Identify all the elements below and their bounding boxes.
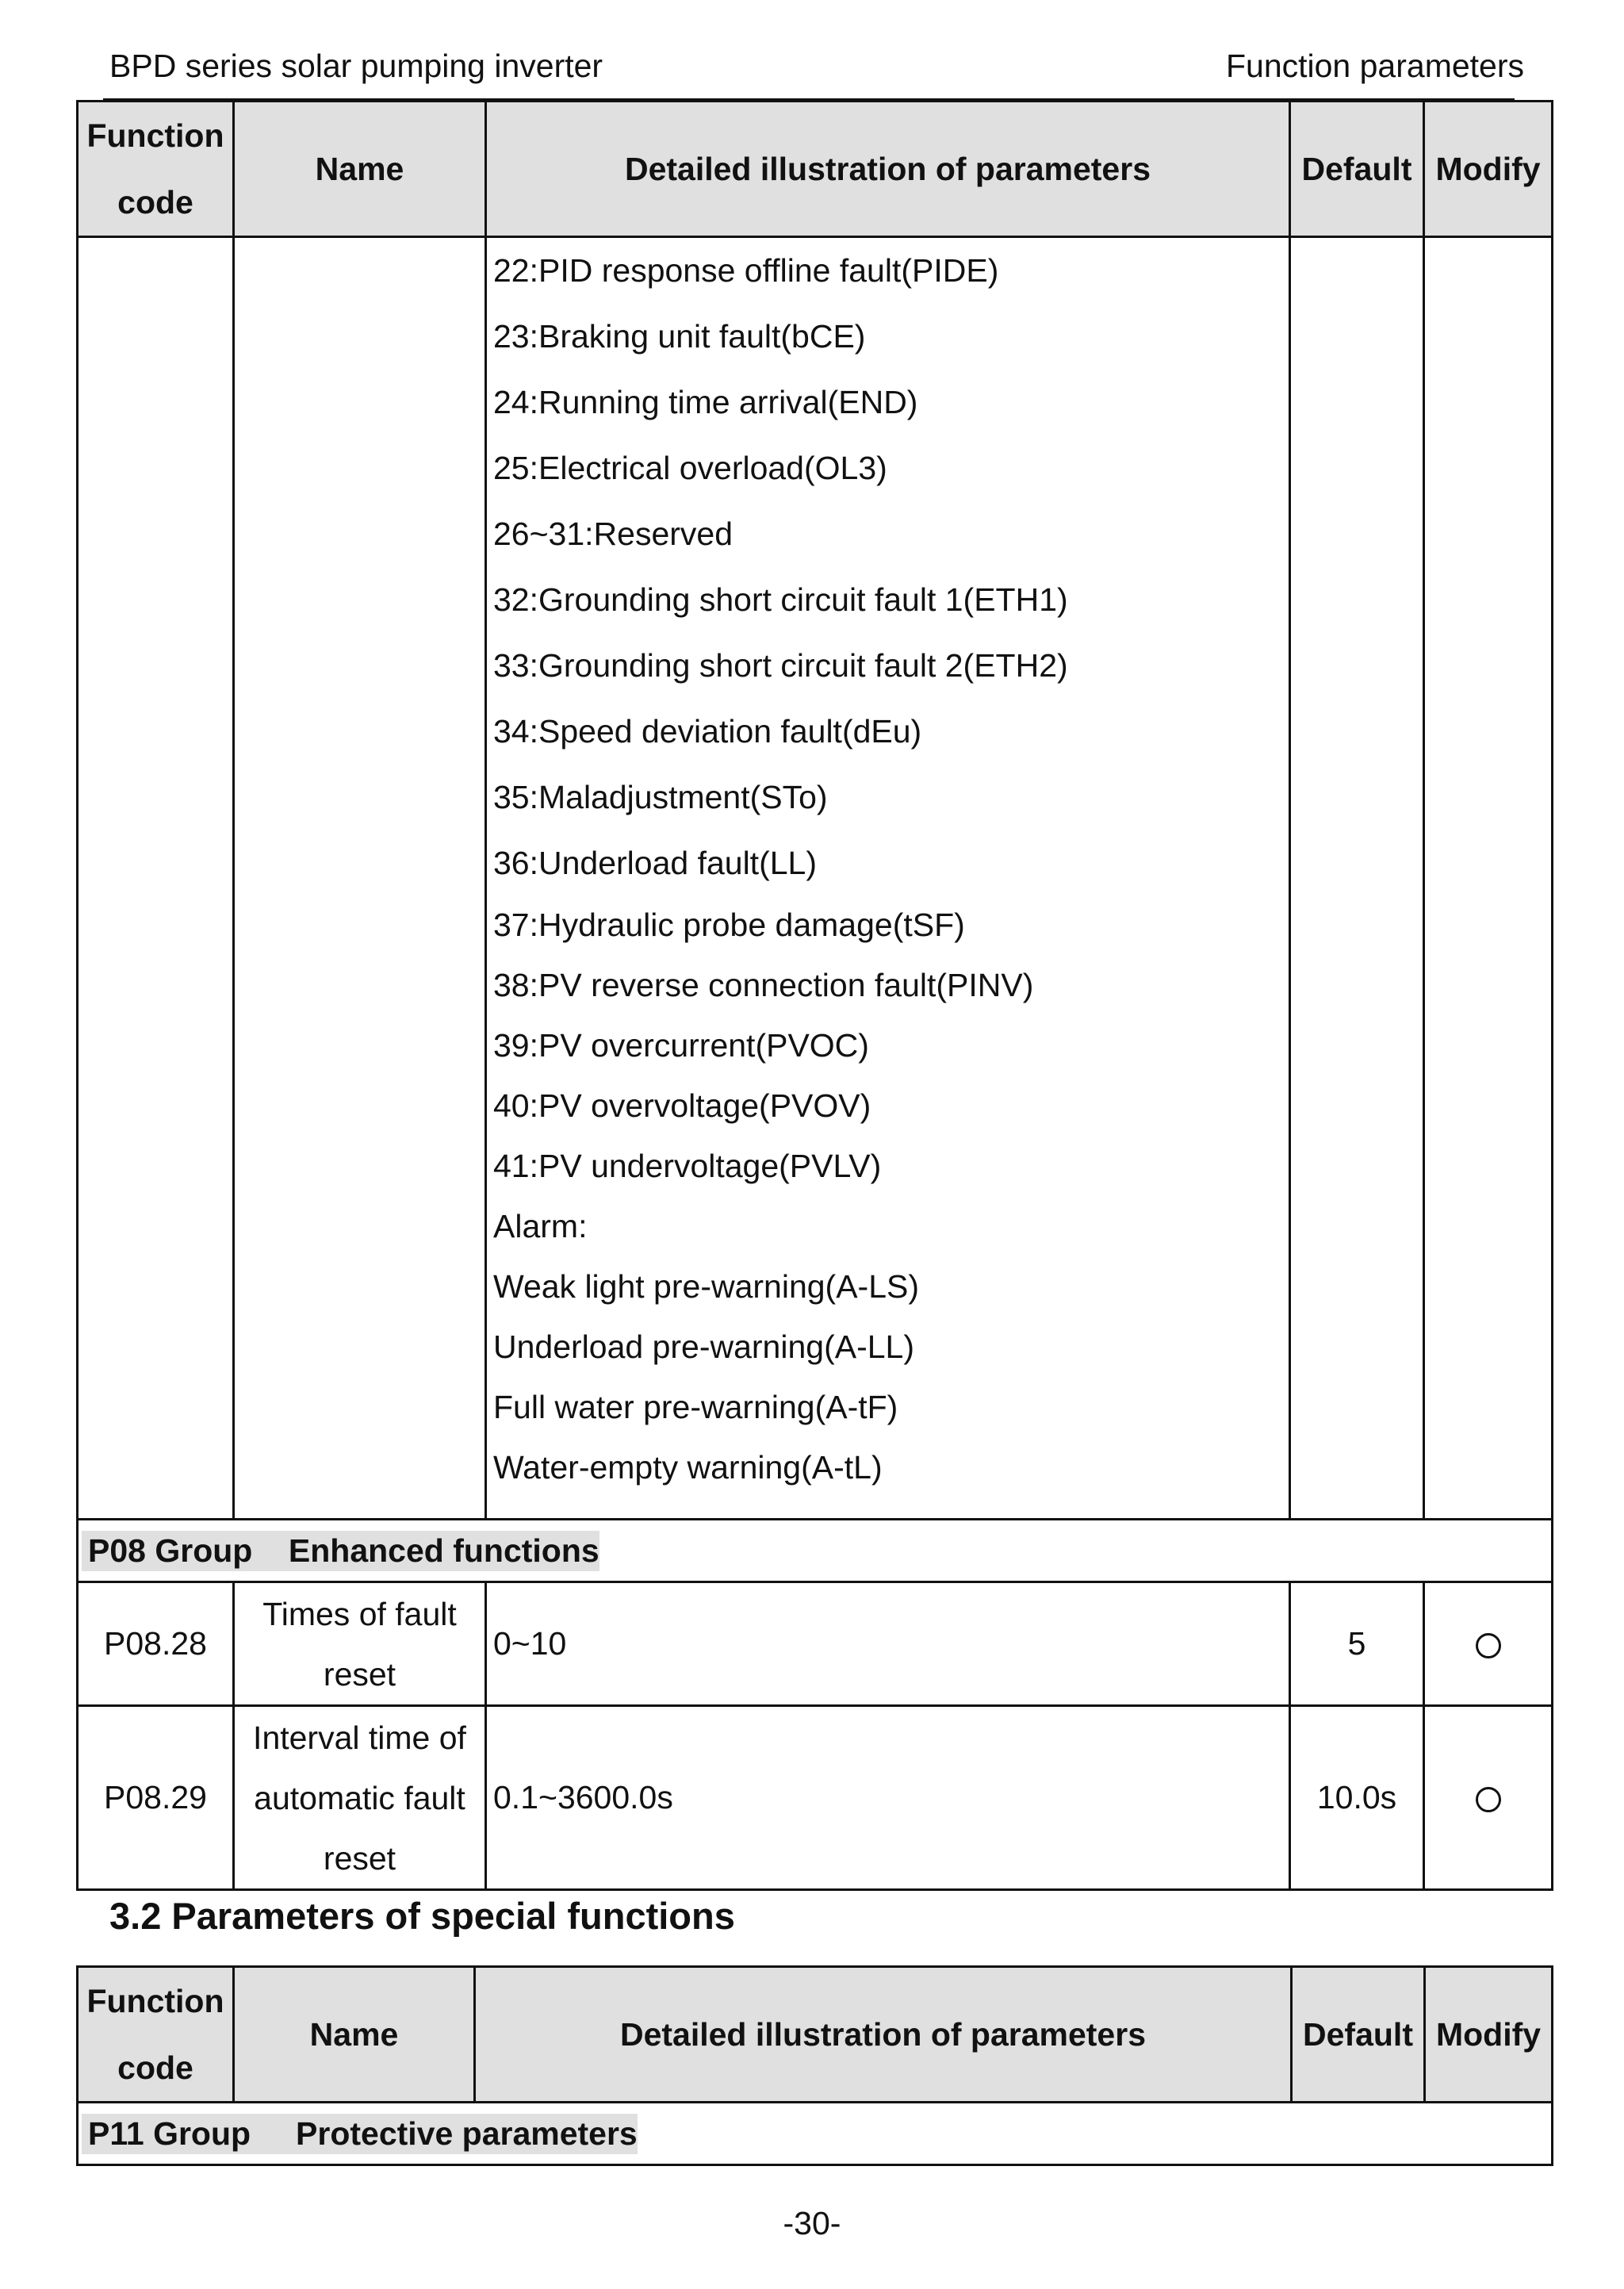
column-header-function-code-line1: Function bbox=[86, 1983, 224, 2019]
name-line: Interval time of bbox=[253, 1719, 466, 1756]
table-row bbox=[78, 1582, 1553, 1706]
function-code-cell bbox=[78, 237, 234, 1520]
running-header-section: Function parameters bbox=[1225, 48, 1524, 84]
modify-cell bbox=[1424, 237, 1553, 1520]
name-line: reset bbox=[323, 1839, 396, 1877]
list-item: 24:Running time arrival(END) bbox=[493, 384, 918, 420]
name-line: automatic fault bbox=[254, 1779, 465, 1816]
list-item: Alarm: bbox=[493, 1208, 588, 1244]
column-header-modify: Modify bbox=[1424, 102, 1553, 237]
default-cell: 10.0s bbox=[1290, 1706, 1424, 1890]
default-cell bbox=[1290, 237, 1424, 1520]
details-cell: 0.1~3600.0s bbox=[486, 1706, 1290, 1890]
column-header-function-code-line2: code bbox=[117, 184, 193, 220]
group-cell-p08 bbox=[78, 1520, 1553, 1582]
group-row-p08 bbox=[78, 1520, 1553, 1582]
list-item: 23:Braking unit fault(bCE) bbox=[493, 318, 866, 355]
name-line: reset bbox=[323, 1655, 396, 1693]
fault-list-cell bbox=[486, 237, 1290, 1520]
list-item: 37:Hydraulic probe damage(tSF) bbox=[493, 907, 965, 943]
name-cell bbox=[234, 237, 486, 1520]
column-header-details: Detailed illustration of parameters bbox=[475, 1967, 1292, 2103]
list-item: Underload pre-warning(A-LL) bbox=[493, 1329, 914, 1365]
function-code-cell: P08.28 bbox=[78, 1582, 234, 1706]
group-title-p08: P08 Group Enhanced functions bbox=[82, 1531, 599, 1571]
running-header-title: BPD series solar pumping inverter bbox=[109, 48, 603, 84]
column-header-name: Name bbox=[234, 1967, 475, 2103]
table-header-row bbox=[78, 102, 1553, 237]
circle-icon bbox=[1476, 1787, 1501, 1812]
default-cell: 5 bbox=[1290, 1582, 1424, 1706]
list-item: 33:Grounding short circuit fault 2(ETH2) bbox=[493, 647, 1068, 684]
column-header-function-code-line2: code bbox=[117, 2049, 193, 2086]
column-header-default: Default bbox=[1292, 1967, 1425, 2103]
list-item: Full water pre-warning(A-tF) bbox=[493, 1389, 898, 1425]
list-item: Water-empty warning(A-tL) bbox=[493, 1449, 883, 1486]
column-header-modify: Modify bbox=[1425, 1967, 1553, 2103]
list-item: 22:PID response offline fault(PIDE) bbox=[493, 252, 999, 289]
column-header-name: Name bbox=[234, 102, 486, 237]
list-item: 34:Speed deviation fault(dEu) bbox=[493, 713, 922, 750]
page-number: -30- bbox=[783, 2205, 841, 2241]
list-item: Weak light pre-warning(A-LS) bbox=[493, 1268, 920, 1305]
column-header-default: Default bbox=[1290, 102, 1424, 237]
column-header-function-code bbox=[78, 102, 234, 237]
list-item: 26~31:Reserved bbox=[493, 516, 733, 552]
list-item: 41:PV undervoltage(PVLV) bbox=[493, 1148, 882, 1184]
list-item: 32:Grounding short circuit fault 1(ETH1) bbox=[493, 581, 1068, 618]
parameters-table bbox=[76, 100, 1553, 1891]
column-header-function-code bbox=[78, 1967, 234, 2103]
function-code-cell: P08.29 bbox=[78, 1706, 234, 1890]
name-cell bbox=[234, 1582, 486, 1706]
list-item: 36:Underload fault(LL) bbox=[493, 845, 817, 881]
table-row-continued-fault-list bbox=[78, 237, 1553, 1520]
column-header-details: Detailed illustration of parameters bbox=[486, 102, 1290, 237]
list-item: 25:Electrical overload(OL3) bbox=[493, 450, 887, 486]
group-row-p11 bbox=[78, 2103, 1553, 2165]
special-parameters-table bbox=[76, 1965, 1553, 2166]
list-item: 35:Maladjustment(STo) bbox=[493, 779, 828, 815]
name-line: Times of fault bbox=[262, 1595, 457, 1632]
table-header-row bbox=[78, 1967, 1553, 2103]
circle-icon bbox=[1476, 1633, 1501, 1658]
list-item: 39:PV overcurrent(PVOC) bbox=[493, 1027, 869, 1064]
name-cell bbox=[234, 1706, 486, 1890]
list-item: 38:PV reverse connection fault(PINV) bbox=[493, 967, 1034, 1003]
details-cell: 0~10 bbox=[486, 1582, 1290, 1706]
column-header-function-code-line1: Function bbox=[86, 117, 224, 154]
section-heading: 3.2 Parameters of special functions bbox=[109, 1895, 735, 1937]
group-title-p11: P11 Group Protective parameters bbox=[82, 2114, 638, 2154]
group-cell-p11 bbox=[78, 2103, 1553, 2165]
table-row bbox=[78, 1706, 1553, 1890]
modify-cell bbox=[1424, 1582, 1553, 1706]
list-item: 40:PV overvoltage(PVOV) bbox=[493, 1087, 871, 1124]
modify-cell bbox=[1424, 1706, 1553, 1890]
